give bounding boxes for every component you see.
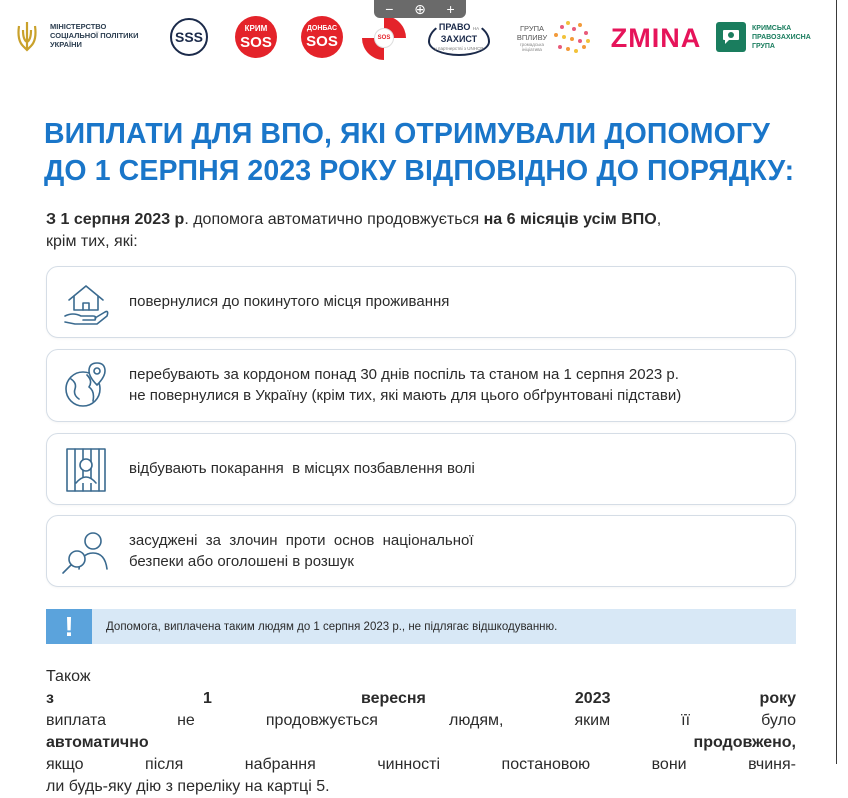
intro-bold-date: З 1 серпня 2023 р xyxy=(46,211,185,228)
sss-logo-text: SSS xyxy=(174,29,203,45)
footer-text-c: виплата не продовжується людям, яким її було xyxy=(46,712,796,729)
notice-text: Допомога, виплачена таким людям до 1 серпня 2023 р., не підлягає відшкодуванню. xyxy=(106,620,558,633)
donbas-sos-logo xyxy=(301,16,343,58)
zoom-out-button[interactable]: − xyxy=(385,1,394,17)
prison-icon xyxy=(59,443,113,497)
krymska-pravozakhysna-logo xyxy=(716,20,832,54)
zoom-toolbar xyxy=(374,0,466,18)
home-hand-icon xyxy=(59,276,113,330)
grupa-vplyvu-logo xyxy=(512,18,596,58)
zmina-logo: ZMINA xyxy=(610,22,702,53)
card-text xyxy=(129,530,474,572)
intro-text-3: крім тих, які: xyxy=(46,233,138,250)
exception-card-prison xyxy=(46,433,796,505)
page-title xyxy=(44,116,824,190)
footer-text-a: Також xyxy=(46,668,91,685)
card-text xyxy=(129,291,449,312)
dots-cloud-icon xyxy=(552,19,592,57)
card-line: перебувають за кордоном понад 30 днів поспіль та станом на 1 серпня 2023 р. xyxy=(129,366,679,383)
notice-banner xyxy=(46,609,796,644)
grupa-line-1: ГРУПА xyxy=(519,24,545,33)
footer-paragraph xyxy=(46,666,796,798)
card-line: безпеки або оголошені в розшук xyxy=(129,553,354,570)
krymska-line-2: ПРАВОЗАХИСНА xyxy=(752,33,811,41)
exclamation-icon: ! xyxy=(46,609,92,644)
exception-card-abroad xyxy=(46,349,796,422)
krym-sos-bottom: SOS xyxy=(240,33,272,51)
pravo-line-1: ПРАВО xyxy=(438,22,471,32)
pravo-line-2: ЗАХИСТ xyxy=(440,34,478,44)
grupa-line-2: ВПЛИВУ xyxy=(516,33,548,42)
card-line: відбувають покарання в місцях позбавлення волі xyxy=(129,460,475,477)
search-person-icon xyxy=(59,525,113,579)
card-text xyxy=(129,458,475,479)
zoom-icon[interactable]: ⊕ xyxy=(414,0,426,17)
title-line-2: ДО 1 СЕРПНЯ 2023 РОКУ ВІДПОВІДНО ДО ПОРЯДКУ: xyxy=(44,155,795,187)
footer-bold-auto: автоматично продовжено, xyxy=(46,734,796,751)
title-line-1: ВИПЛАТИ ДЛЯ ВПО, ЯКІ ОТРИМУВАЛИ ДОПОМОГУ xyxy=(44,118,770,150)
page-edge xyxy=(836,0,848,764)
krymska-line-1: КРИМСЬКА xyxy=(752,24,792,32)
footer-text-b: якщо після набрання чинності постановою вони вчиня- xyxy=(46,756,796,773)
lifebuoy-sos-logo xyxy=(362,16,406,60)
intro-paragraph xyxy=(46,209,806,253)
globe-pin-icon xyxy=(59,359,113,413)
footer-line-1 xyxy=(46,666,796,732)
donbas-sos-bottom: SOS xyxy=(306,33,338,50)
krymska-line-3: ГРУПА xyxy=(752,42,775,50)
sss-logo xyxy=(170,18,208,56)
card-line: не повернулися в Україну (крім тих, які мають для цього обґрунтовані підстави) xyxy=(129,387,682,404)
card-text xyxy=(129,364,681,406)
krym-sos-logo xyxy=(235,16,277,58)
ministry-logo-text xyxy=(50,22,160,49)
card-line: засуджені за злочин проти основ національної xyxy=(129,532,474,549)
footer-line-3: ли будь-яку дію з переліку на картці 5. xyxy=(46,778,330,795)
card-line: повернулися до покинутого місця проживання xyxy=(129,293,450,310)
grupa-line-4: ініціатива xyxy=(522,47,542,52)
ukraine-trident-icon xyxy=(14,20,40,54)
speech-bubble-icon xyxy=(716,22,746,52)
ministry-line-2: СОЦІАЛЬНОЇ ПОЛІТИКИ xyxy=(50,31,139,40)
lifebuoy-sos-text: SOS xyxy=(374,28,394,48)
footer-line-2 xyxy=(46,732,796,776)
krym-sos-top: КРИМ xyxy=(244,23,268,33)
intro-bold-duration: на 6 місяців усім ВПО xyxy=(483,211,657,228)
exception-card-convicted xyxy=(46,515,796,587)
donbas-sos-top: ДОНБАС xyxy=(306,25,338,32)
pravo-sub: у партнерстві з UNHCR xyxy=(434,46,484,51)
pravo-mid: НА xyxy=(472,26,480,31)
ministry-line-3: УКРАЇНИ xyxy=(50,40,82,49)
pravo-na-zakhyst-logo xyxy=(428,20,490,56)
intro-text-2: , xyxy=(656,211,662,228)
exception-card-returned xyxy=(46,266,796,338)
zoom-in-button[interactable]: + xyxy=(446,1,455,17)
grupa-line-3: громадська xyxy=(519,42,545,47)
ministry-line-1: МІНІСТЕРСТВО xyxy=(50,22,107,31)
intro-text-1: . допомога автоматично продовжується xyxy=(184,211,484,228)
footer-bold-date: з 1 вересня 2023 року xyxy=(46,690,796,707)
